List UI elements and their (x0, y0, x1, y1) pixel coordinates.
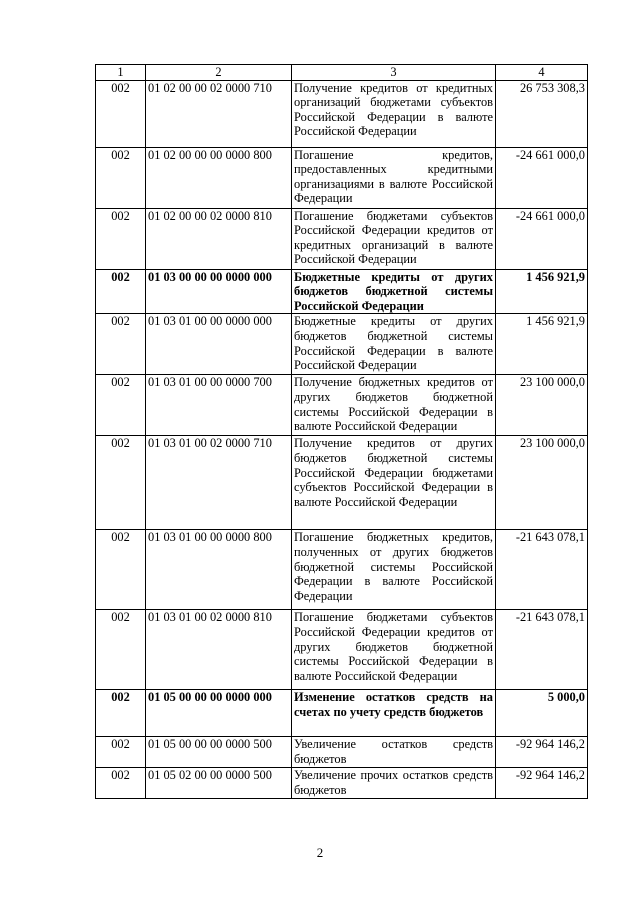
table-row (96, 314, 588, 375)
classification-code-cell: 01 02 00 00 00 0000 800 (146, 147, 292, 208)
column-header: 4 (496, 65, 588, 81)
classification-code-cell: 01 05 00 00 00 0000 000 (146, 690, 292, 737)
amount-cell: -24 661 000,0 (496, 147, 588, 208)
classification-code-cell: 01 03 01 00 00 0000 800 (146, 530, 292, 610)
table-row (96, 147, 588, 208)
amount-cell: 1 456 921,9 (496, 269, 588, 314)
amount-cell: -21 643 078,1 (496, 530, 588, 610)
classification-code-cell: 01 05 02 00 00 0000 500 (146, 768, 292, 799)
budget-sources-table (95, 64, 588, 799)
classification-code-cell: 01 02 00 00 02 0000 710 (146, 80, 292, 147)
source-name-cell: Изменение остатков средств на счетах по учету средств бюджетов (292, 690, 496, 737)
amount-cell: 1 456 921,9 (496, 314, 588, 375)
budget-admin-code-cell: 002 (96, 375, 146, 436)
source-name-cell: Бюджетные кредиты от других бюджетов бюджетной системы Российской Федерации (292, 269, 496, 314)
amount-cell: -92 964 146,2 (496, 737, 588, 768)
table-row (96, 80, 588, 147)
table-header-row (96, 65, 588, 81)
column-header: 2 (146, 65, 292, 81)
budget-admin-code-cell: 002 (96, 436, 146, 530)
table-row (96, 690, 588, 737)
budget-admin-code-cell: 002 (96, 80, 146, 147)
classification-code-cell: 01 03 01 00 02 0000 810 (146, 610, 292, 690)
amount-cell: 5 000,0 (496, 690, 588, 737)
source-name-cell: Получение бюджетных кредитов от других бюджетов бюджетной системы Российской Федерации в валюте Российской Федерации (292, 375, 496, 436)
source-name-cell: Увеличение прочих остатков средств бюджетов (292, 768, 496, 799)
classification-code-cell: 01 02 00 00 02 0000 810 (146, 208, 292, 269)
classification-code-cell: 01 03 00 00 00 0000 000 (146, 269, 292, 314)
source-name-cell: Погашение бюджетных кредитов, полученных от других бюджетов бюджетной системы Российской Федерации в валюте Российской Федерации (292, 530, 496, 610)
budget-admin-code-cell: 002 (96, 737, 146, 768)
classification-code-cell: 01 03 01 00 00 0000 700 (146, 375, 292, 436)
source-name-cell: Погашение бюджетами субъектов Российской Федерации кредитов от кредитных организаций в валюте Российской Федерации (292, 208, 496, 269)
amount-cell: -92 964 146,2 (496, 768, 588, 799)
amount-cell: 23 100 000,0 (496, 375, 588, 436)
page-number: 2 (316, 845, 324, 860)
classification-code-cell: 01 05 00 00 00 0000 500 (146, 737, 292, 768)
budget-admin-code-cell: 002 (96, 314, 146, 375)
table-row (96, 375, 588, 436)
amount-cell: 23 100 000,0 (496, 436, 588, 530)
amount-cell: 26 753 308,3 (496, 80, 588, 147)
classification-code-cell: 01 03 01 00 00 0000 000 (146, 314, 292, 375)
table-row (96, 436, 588, 530)
column-header: 1 (96, 65, 146, 81)
source-name-cell: Увеличение остатков средств бюджетов (292, 737, 496, 768)
table-row (96, 610, 588, 690)
table-row (96, 737, 588, 768)
budget-admin-code-cell: 002 (96, 768, 146, 799)
table-row (96, 768, 588, 799)
table-row (96, 530, 588, 610)
budget-admin-code-cell: 002 (96, 690, 146, 737)
budget-admin-code-cell: 002 (96, 208, 146, 269)
source-name-cell: Получение кредитов от других бюджетов бюджетной системы Российской Федерации бюджетами субъектов Российской Федерации в валюте Российской Федерации (292, 436, 496, 530)
budget-admin-code-cell: 002 (96, 610, 146, 690)
source-name-cell: Погашение кредитов, предоставленных кредитными организациями в валюте Российской Федерации (292, 147, 496, 208)
budget-admin-code-cell: 002 (96, 530, 146, 610)
classification-code-cell: 01 03 01 00 02 0000 710 (146, 436, 292, 530)
amount-cell: -21 643 078,1 (496, 610, 588, 690)
budget-admin-code-cell: 002 (96, 269, 146, 314)
column-header: 3 (292, 65, 496, 81)
source-name-cell: Бюджетные кредиты от других бюджетов бюджетной системы Российской Федерации в валюте Российской Федерации (292, 314, 496, 375)
table-row (96, 269, 588, 314)
source-name-cell: Погашение бюджетами субъектов Российской Федерации кредитов от других бюджетов бюджетной системы Российской Федерации в валюте Российской Федерации (292, 610, 496, 690)
amount-cell: -24 661 000,0 (496, 208, 588, 269)
source-name-cell: Получение кредитов от кредитных организаций бюджетами субъектов Российской Федерации в валюте Российской Федерации (292, 80, 496, 147)
table-row (96, 208, 588, 269)
budget-admin-code-cell: 002 (96, 147, 146, 208)
